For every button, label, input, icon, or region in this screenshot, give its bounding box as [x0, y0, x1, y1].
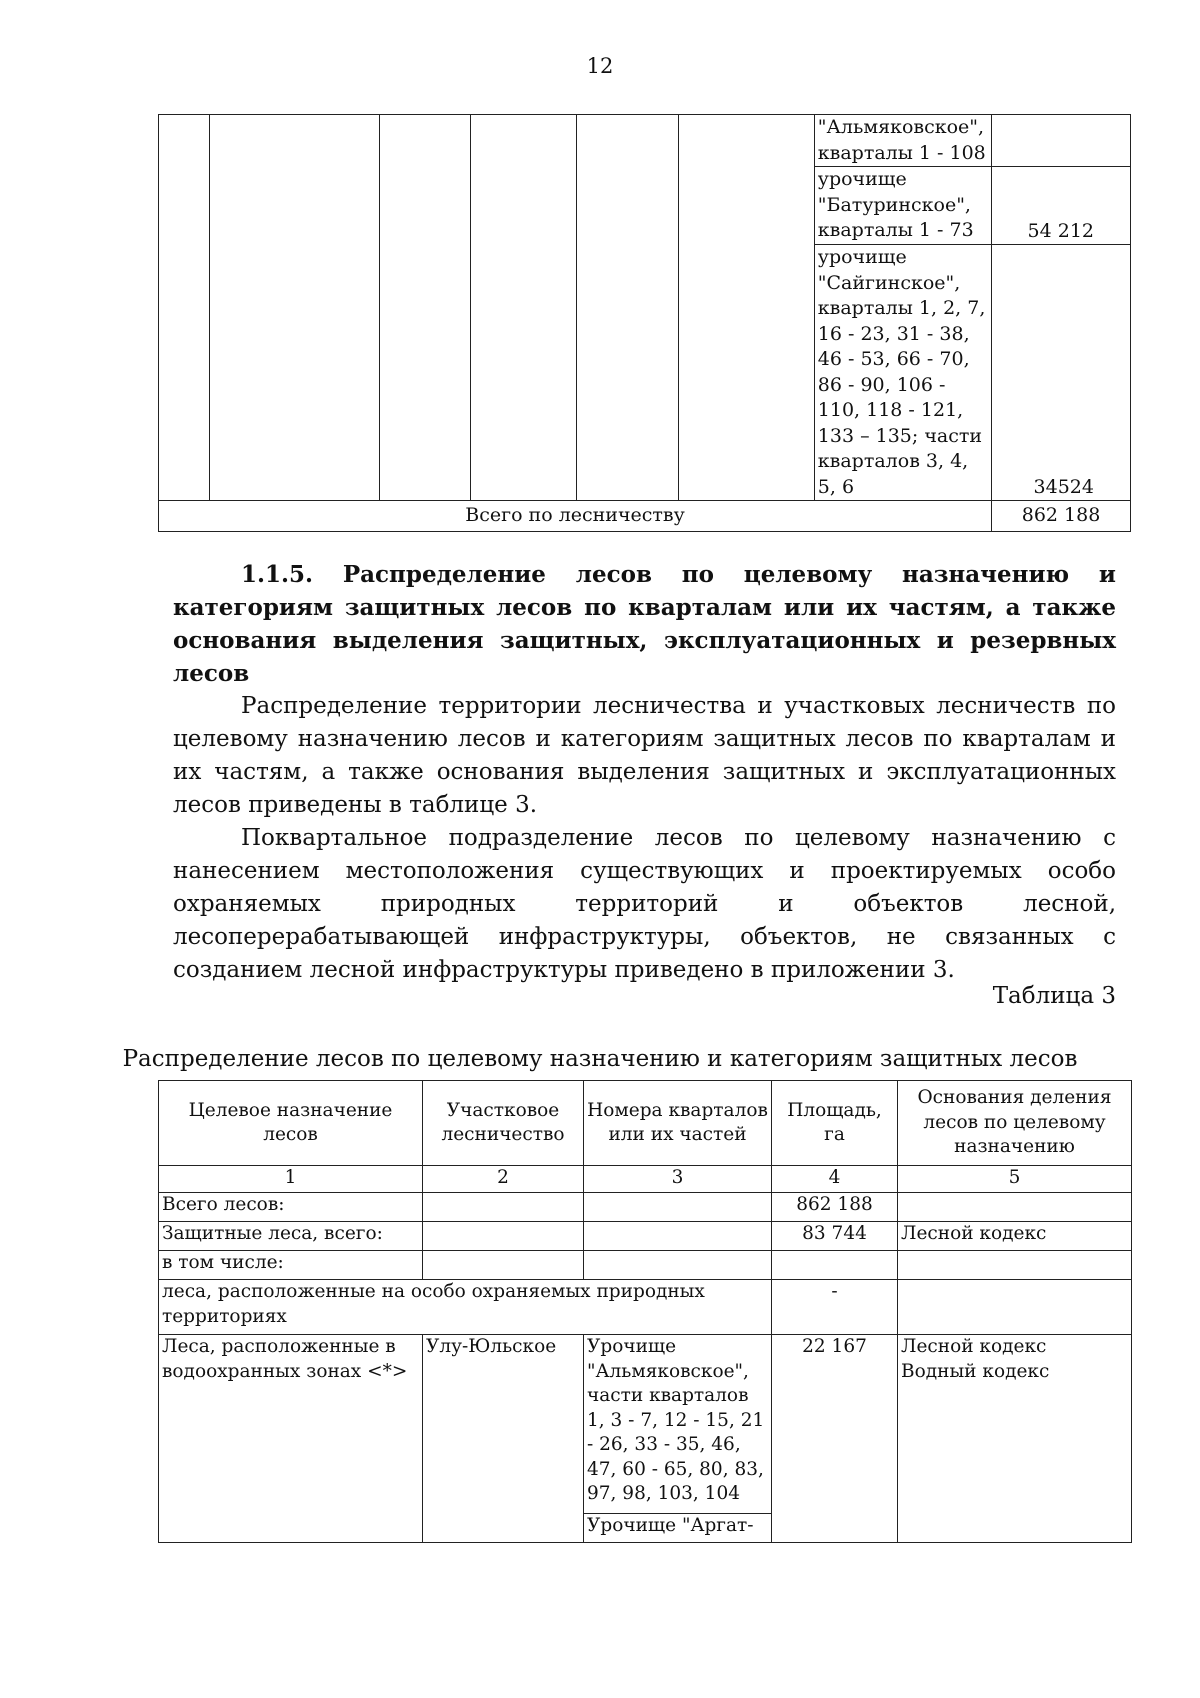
purpose-cell: в том числе:: [159, 1251, 423, 1280]
total-row: [159, 501, 1131, 532]
purpose-cell: Всего лесов:: [159, 1193, 423, 1222]
area-cell: 34524: [992, 245, 1131, 501]
empty-cell: [210, 115, 380, 501]
table-row: [159, 1193, 1132, 1222]
empty-cell: [423, 1222, 584, 1251]
table-row: [159, 1222, 1132, 1251]
section-heading: 1.1.5. Распределение лесов по целевому назначению и категориям защитных лесов по кварталам или их частям, а также основания выделения защитных, эксплуатационных и резервных лесов: [173, 561, 1116, 687]
area-cell: -: [772, 1280, 898, 1335]
table-3: [158, 1080, 1132, 1543]
purpose-cell: Защитные леса, всего:: [159, 1222, 423, 1251]
header-cell: Номера кварталов или их частей: [584, 1081, 772, 1166]
empty-cell: [584, 1222, 772, 1251]
empty-cell: [898, 1251, 1132, 1280]
area-cell: 22 167: [772, 1335, 898, 1543]
purpose-cell: Леса, расположенные в водоохранных зонах <*>: [159, 1335, 423, 1543]
column-number-row: [159, 1166, 1132, 1193]
table-caption: Распределение лесов по целевому назначению и категориям защитных лесов: [122, 1046, 1078, 1072]
empty-cell: [159, 115, 210, 501]
table-header-row: [159, 1081, 1132, 1166]
header-cell: Площадь, га: [772, 1081, 898, 1166]
total-label: Всего по лесничеству: [159, 501, 992, 532]
empty-cell: [772, 1251, 898, 1280]
table-row: [159, 1251, 1132, 1280]
header-cell: Участковое лесничество: [423, 1081, 584, 1166]
header-cell: Основания деления лесов по целевому назначению: [898, 1081, 1132, 1166]
area-cell: [992, 115, 1131, 167]
basis-line: Водный кодекс: [901, 1360, 1050, 1382]
column-number: 2: [423, 1166, 584, 1193]
table-label: Таблица 3: [992, 983, 1116, 1009]
area-cell: 54 212: [992, 167, 1131, 245]
section-1-1-5: [173, 558, 1116, 987]
column-number: 3: [584, 1166, 772, 1193]
table-row: [159, 1335, 1132, 1514]
quarters-cell: урочище "Сайгинское", кварталы 1, 2, 7, 16 - 23, 31 - 38, 46 - 53, 66 - 70, 86 - 90, 106 - 110, 118 - 121, 133 – 135; части кварталов 3, 4, 5, 6: [814, 245, 991, 501]
header-cell: Целевое назначение лесов: [159, 1081, 423, 1166]
empty-cell: [898, 1193, 1132, 1222]
basis-cell: [898, 1335, 1132, 1543]
empty-cell: [423, 1193, 584, 1222]
empty-cell: [576, 115, 679, 501]
paragraph: Распределение территории лесничества и участковых лесничеств по целевому назначению лесов и категориям защитных лесов по кварталам и их частям, а также основания выделения защитных и эксплуатационных лесов приведены в таблице 3.: [173, 693, 1116, 818]
quarters-cell: Урочище "Аргат-: [584, 1514, 772, 1543]
basis-cell: Лесной кодекс: [898, 1222, 1132, 1251]
quarters-cell: урочище "Батуринское", кварталы 1 - 73: [814, 167, 991, 245]
column-number: 1: [159, 1166, 423, 1193]
quarters-cell: Урочище "Альмяковское", части кварталов 1, 3 - 7, 12 - 15, 21 - 26, 33 - 35, 46, 47, 60 - 65, 80, 83, 97, 98, 103, 104: [584, 1335, 772, 1514]
empty-cell: [423, 1251, 584, 1280]
empty-cell: [584, 1251, 772, 1280]
area-cell: 862 188: [772, 1193, 898, 1222]
basis-line: Лесной кодекс: [901, 1336, 1047, 1357]
purpose-cell: леса, расположенные на особо охраняемых природных территориях: [159, 1280, 772, 1335]
empty-cell: [898, 1280, 1132, 1335]
continuation-table: [158, 114, 1131, 532]
empty-cell: [470, 115, 576, 501]
total-value: 862 188: [992, 501, 1131, 532]
quarters-cell: "Альмяковское", кварталы 1 - 108: [814, 115, 991, 167]
column-number: 5: [898, 1166, 1132, 1193]
table-row: [159, 1280, 1132, 1335]
empty-cell: [679, 115, 815, 501]
empty-cell: [380, 115, 471, 501]
paragraph: Поквартальное подразделение лесов по целевому назначению с нанесением местоположения существующих и проектируемых особо охраняемых природных территорий и объектов лесной, лесоперерабатывающей инфраструктуры, объектов, не связанных с созданием лесной инфраструктуры приведено в приложении 3.: [173, 825, 1116, 983]
empty-cell: [584, 1193, 772, 1222]
column-number: 4: [772, 1166, 898, 1193]
area-cell: 83 744: [772, 1222, 898, 1251]
forestry-cell: Улу-Юльское: [423, 1335, 584, 1543]
table-row: [159, 115, 1131, 167]
page-number: 12: [586, 54, 614, 78]
